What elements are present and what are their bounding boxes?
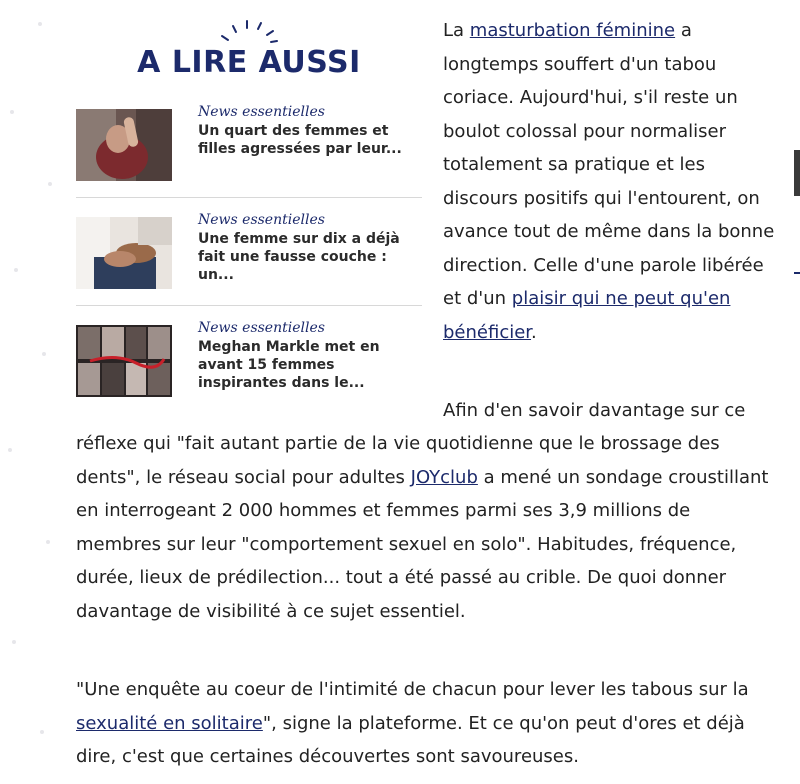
paragraph-text: ", signe la plateforme. Et ce qu'on peut d'ores et déjà dire, c'est que certaines découvertes sont savoureuses.	[76, 712, 745, 767]
paragraph-text: a mené un sondage croustillant en interrogeant 2 000 hommes et femmes parmi ses 3,9 millions de membres sur leur "comportement sexuel en solo". Habitudes, fréquence, durée, lieux de prédilection... tout a été passé au crible. De quoi donner davantage de visibilité à ce sujet essentiel.	[76, 466, 769, 622]
article-category: News essentielles	[198, 320, 325, 336]
related-article-card[interactable]	[76, 103, 422, 203]
aside-title: A LIRE AUSSI	[137, 45, 361, 80]
article-category: News essentielles	[198, 212, 325, 228]
article-headline[interactable]	[198, 122, 422, 158]
headline-line[interactable]: avant 15 femmes	[198, 357, 335, 373]
article-paragraph-first-line: Afin d'en savoir davantage sur ce	[443, 400, 746, 421]
background-speck	[14, 268, 18, 272]
paragraph-text: a longtemps souffert d'un tabou coriace. Aujourd'hui, s'il reste un boulot colossal pour normaliser totalement sa pratique et les discours positifs qui l'entourent, on avance tout de même dans la bonne direction. Celle d'une parole libérée et d'un	[443, 20, 775, 309]
background-speck	[8, 448, 12, 452]
related-article-card[interactable]	[76, 319, 422, 419]
joyclub-link[interactable]: JOYclub	[410, 466, 478, 488]
article-thumbnail[interactable]	[76, 325, 172, 397]
masturbation-feminine-link[interactable]: masturbation féminine	[469, 20, 676, 41]
headline-line[interactable]: Un quart des femmes et	[198, 123, 389, 139]
article-paragraph	[76, 673, 768, 774]
sexualite-en-solitaire-link[interactable]: sexualité en solitaire	[76, 712, 263, 734]
background-speck	[46, 540, 50, 544]
card-divider	[76, 305, 422, 306]
article-paragraph	[443, 14, 775, 349]
paragraph-text: réflexe qui "fait autant partie de la vie quotidienne que le brossage des dents", le réseau social pour adultes	[76, 433, 720, 488]
background-speck	[38, 22, 42, 26]
article-category: News essentielles	[198, 104, 325, 120]
paragraph-text: .	[531, 321, 537, 343]
right-sidebar-rule-fragment	[794, 272, 800, 274]
plaisir-link[interactable]: plaisir qui ne peut qu'en bénéficier	[443, 288, 731, 343]
headline-line[interactable]: Une femme sur dix a déjà	[198, 231, 400, 247]
headline-line[interactable]: inspirantes dans le...	[198, 375, 365, 391]
card-divider	[76, 197, 422, 198]
background-speck	[12, 640, 16, 644]
paragraph-text: "Une enquête au coeur de l'intimité de chacun pour lever les tabous sur la	[76, 679, 749, 700]
related-articles	[76, 18, 422, 80]
article-paragraph	[76, 427, 771, 628]
paragraph-text: La	[443, 20, 470, 41]
article-headline[interactable]	[198, 338, 422, 392]
headline-line[interactable]: Meghan Markle met en	[198, 339, 380, 355]
background-speck	[48, 182, 52, 186]
headline-line[interactable]: filles agressées par leur...	[198, 141, 402, 157]
right-sidebar-image-fragment	[794, 150, 800, 196]
related-article-card[interactable]	[76, 211, 422, 311]
article-headline[interactable]	[198, 230, 422, 284]
headline-line[interactable]: un...	[198, 267, 234, 283]
sparkle-icon	[214, 18, 284, 46]
headline-line[interactable]: fait une fausse couche :	[198, 249, 387, 265]
background-speck	[10, 110, 14, 114]
article-thumbnail[interactable]	[76, 217, 172, 289]
right-sidebar-fragment	[794, 0, 800, 784]
article-thumbnail[interactable]	[76, 109, 172, 181]
background-speck	[42, 352, 46, 356]
background-speck	[40, 730, 44, 734]
